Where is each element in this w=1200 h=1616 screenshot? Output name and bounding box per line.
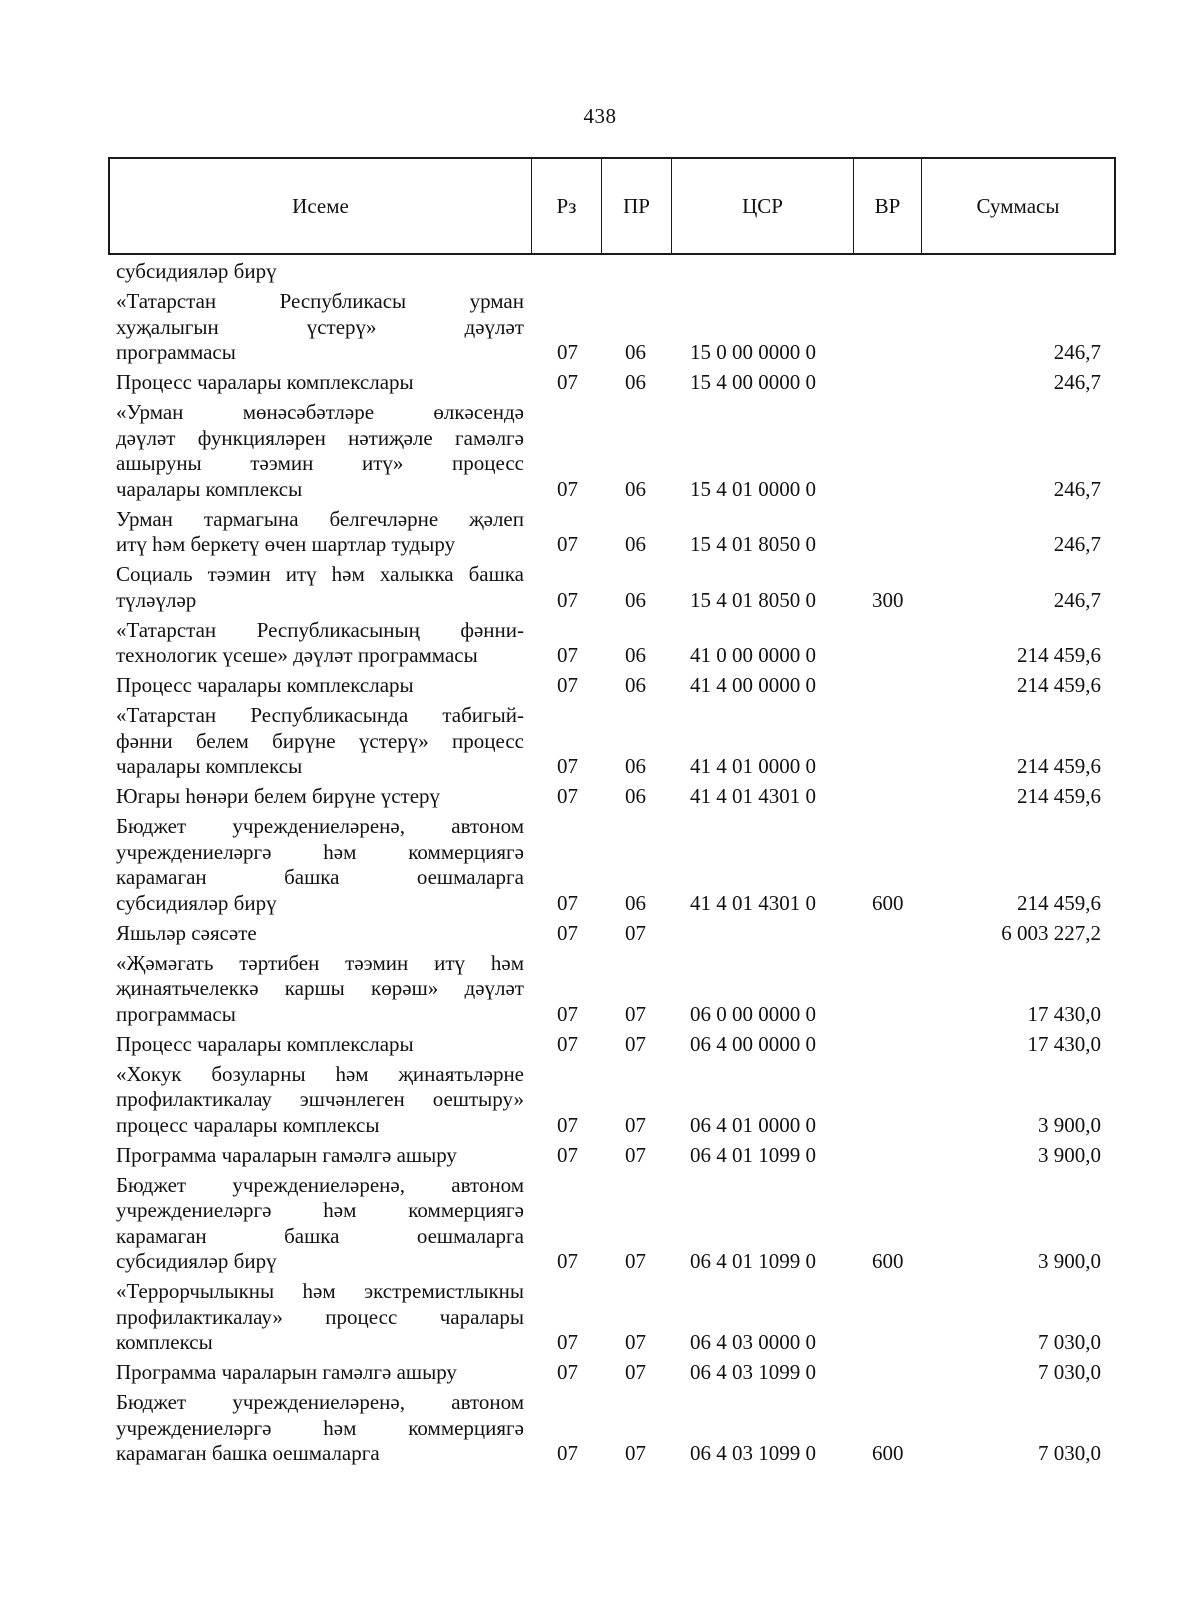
row-name-line: Процесс чаралары комплекслары bbox=[116, 370, 414, 394]
header-csr: ЦСР bbox=[672, 159, 854, 253]
header-pr: ПР bbox=[602, 159, 672, 253]
row-name-line: процесс чаралары комплексы bbox=[116, 1112, 380, 1137]
row-csr: 15 4 01 0000 0 bbox=[690, 476, 816, 501]
row-name-line: итү һәм беркетү өчен шартлар тудыру bbox=[116, 532, 456, 556]
row-rz: 07 bbox=[557, 754, 578, 778]
row-sum: 7 030,0 bbox=[1038, 1360, 1101, 1384]
row-name bbox=[116, 400, 524, 502]
row-csr: 06 4 01 0000 0 bbox=[690, 1112, 816, 1137]
row-name-line: программасы bbox=[116, 1001, 236, 1026]
table-row bbox=[116, 1032, 1116, 1058]
row-sum: 214 459,6 bbox=[1017, 784, 1101, 808]
row-name-line: учреждениеләргә һәм коммерциягә bbox=[116, 1198, 524, 1222]
row-name bbox=[116, 1390, 524, 1467]
row-pr: 06 bbox=[625, 476, 646, 501]
row-name-line: түләүләр bbox=[116, 587, 197, 612]
row-csr: 41 0 00 0000 0 bbox=[690, 643, 816, 667]
row-sum: 214 459,6 bbox=[1017, 643, 1101, 667]
row-name bbox=[116, 289, 524, 366]
row-rz: 07 bbox=[557, 643, 578, 667]
row-csr: 06 4 03 0000 0 bbox=[690, 1330, 816, 1354]
table-row bbox=[116, 400, 1116, 502]
row-csr: 41 4 01 0000 0 bbox=[690, 754, 816, 778]
row-name-line: профилактикалау» процесс чаралары bbox=[116, 1304, 524, 1329]
row-csr: 06 0 00 0000 0 bbox=[690, 1001, 816, 1026]
row-name bbox=[116, 259, 524, 285]
row-name-line: учреждениеләргә һәм коммерциягә bbox=[116, 839, 524, 864]
row-vr: 600 bbox=[872, 1441, 904, 1465]
table-row bbox=[116, 951, 1116, 1028]
row-pr: 06 bbox=[625, 643, 646, 667]
table-row bbox=[116, 1173, 1116, 1275]
row-name-line: Югары һөнәри белем бирүне үстерү bbox=[116, 784, 441, 808]
row-name-line: Урман тармагына белгечләрне җәлеп bbox=[116, 506, 524, 531]
table-row bbox=[116, 289, 1116, 366]
row-rz: 07 bbox=[557, 890, 578, 915]
row-vr: 600 bbox=[872, 1249, 904, 1273]
row-rz: 07 bbox=[557, 920, 578, 945]
row-sum: 246,7 bbox=[1053, 370, 1101, 394]
row-pr: 07 bbox=[625, 1441, 646, 1465]
row-vr: 300 bbox=[872, 587, 904, 612]
row-name bbox=[116, 814, 524, 916]
row-pr: 07 bbox=[625, 1142, 646, 1167]
row-name bbox=[116, 673, 524, 699]
row-sum: 246,7 bbox=[1053, 476, 1101, 501]
table-row bbox=[116, 562, 1116, 613]
table-row bbox=[116, 1279, 1116, 1356]
row-name-line: дәүләт функцияләрен нәтиҗәле гамәлгә bbox=[116, 425, 524, 450]
row-csr: 41 4 01 4301 0 bbox=[690, 784, 816, 808]
row-name-line: хуҗалыгын үстерү» дәүләт bbox=[116, 314, 524, 339]
row-csr: 15 4 00 0000 0 bbox=[690, 370, 816, 394]
row-rz: 07 bbox=[557, 476, 578, 501]
row-csr: 15 4 01 8050 0 bbox=[690, 532, 816, 556]
row-csr: 06 4 01 1099 0 bbox=[690, 1142, 816, 1167]
row-name-line: Процесс чаралары комплекслары bbox=[116, 673, 414, 697]
row-name bbox=[116, 703, 524, 780]
table-row bbox=[116, 1143, 1116, 1169]
row-sum: 214 459,6 bbox=[1017, 673, 1101, 697]
row-name bbox=[116, 562, 524, 613]
row-csr: 15 0 00 0000 0 bbox=[690, 340, 816, 364]
row-name-line: «Татарстан Республикасының фәнни- bbox=[116, 617, 524, 642]
row-sum: 246,7 bbox=[1053, 340, 1101, 364]
row-csr: 06 4 03 1099 0 bbox=[690, 1360, 816, 1384]
row-sum: 214 459,6 bbox=[1017, 890, 1101, 915]
row-name bbox=[116, 1032, 524, 1058]
header-vr: ВР bbox=[854, 159, 922, 253]
row-csr: 06 4 03 1099 0 bbox=[690, 1441, 816, 1465]
row-name bbox=[116, 921, 524, 947]
row-rz: 07 bbox=[557, 1330, 578, 1354]
row-name-line: «Урман мөнәсәбәтләре өлкәсендә bbox=[116, 400, 524, 424]
row-pr: 06 bbox=[625, 784, 646, 808]
row-rz: 07 bbox=[557, 1142, 578, 1167]
row-name bbox=[116, 1143, 524, 1169]
row-name-line: Бюджет учреждениеләренә, автоном bbox=[116, 814, 524, 838]
row-csr: 41 4 01 4301 0 bbox=[690, 890, 816, 915]
row-sum: 3 900,0 bbox=[1038, 1249, 1101, 1273]
row-rz: 07 bbox=[557, 340, 578, 364]
row-pr: 06 bbox=[625, 587, 646, 612]
row-pr: 07 bbox=[625, 1001, 646, 1026]
row-name bbox=[116, 951, 524, 1028]
header-sum: Суммасы bbox=[976, 193, 1060, 218]
row-name bbox=[116, 1062, 524, 1139]
table-row bbox=[116, 784, 1116, 810]
header-name: Исеме bbox=[110, 159, 532, 253]
row-name-line: «Җәмәгать тәртибен тәэмин итү һәм bbox=[116, 950, 524, 975]
table-row bbox=[116, 259, 1116, 285]
row-name-line: «Террорчылыкны һәм экстремистлыкны bbox=[116, 1279, 524, 1303]
row-sum: 246,7 bbox=[1053, 587, 1101, 612]
row-csr: 06 4 01 1099 0 bbox=[690, 1249, 816, 1273]
row-name-line: «Татарстан Республикасында табигый- bbox=[116, 703, 524, 727]
row-name-line: «Хокук бозуларны һәм җинаятьләрне bbox=[116, 1061, 524, 1086]
row-pr: 07 bbox=[625, 1112, 646, 1137]
row-name-line: Процесс чаралары комплекслары bbox=[116, 1031, 414, 1056]
table-row bbox=[116, 507, 1116, 558]
row-rz: 07 bbox=[557, 1001, 578, 1026]
table-row bbox=[116, 814, 1116, 916]
row-name-line: Бюджет учреждениеләренә, автоном bbox=[116, 1172, 524, 1197]
row-rz: 07 bbox=[557, 1441, 578, 1465]
table-row bbox=[116, 1062, 1116, 1139]
row-name-line: карамаган башка оешмаларга bbox=[116, 1223, 524, 1248]
row-name bbox=[116, 618, 524, 669]
row-name-line: Бюджет учреждениеләренә, автоном bbox=[116, 1390, 524, 1414]
row-name-line: Программа чараларын гамәлгә ашыру bbox=[116, 1360, 457, 1384]
row-name-line: чаралары комплексы bbox=[116, 754, 303, 778]
row-name-line: комплексы bbox=[116, 1330, 213, 1354]
row-rz: 07 bbox=[557, 1031, 578, 1056]
row-rz: 07 bbox=[557, 784, 578, 808]
row-rz: 07 bbox=[557, 1112, 578, 1137]
row-pr: 06 bbox=[625, 340, 646, 364]
row-rz: 07 bbox=[557, 370, 578, 394]
row-rz: 07 bbox=[557, 1249, 578, 1273]
row-sum: 6 003 227,2 bbox=[1001, 920, 1101, 945]
row-name-line: субсидияләр бирү bbox=[116, 890, 277, 915]
row-rz: 07 bbox=[557, 532, 578, 556]
row-name bbox=[116, 1173, 524, 1275]
row-pr: 06 bbox=[625, 673, 646, 697]
row-name-line: учреждениеләргә һәм коммерциягә bbox=[116, 1415, 524, 1440]
row-name bbox=[116, 784, 524, 810]
header-rz: Рз bbox=[532, 159, 602, 253]
row-pr: 07 bbox=[625, 1031, 646, 1056]
row-rz: 07 bbox=[557, 673, 578, 697]
row-name-line: фәнни белем бирүне үстерү» процесс bbox=[116, 728, 524, 753]
row-sum: 17 430,0 bbox=[1027, 1031, 1101, 1056]
row-name-line: технологик үсеше» дәүләт программасы bbox=[116, 643, 478, 667]
table-header bbox=[108, 157, 1116, 255]
row-sum: 246,7 bbox=[1053, 532, 1101, 556]
row-pr: 07 bbox=[625, 1249, 646, 1273]
row-name-line: җинаятьчелеккә каршы көрәш» дәүләт bbox=[116, 976, 524, 1000]
row-pr: 07 bbox=[625, 1360, 646, 1384]
row-sum: 3 900,0 bbox=[1038, 1142, 1101, 1167]
row-name-line: Программа чараларын гамәлгә ашыру bbox=[116, 1142, 457, 1167]
row-name-line: субсидияләр бирү bbox=[116, 259, 277, 283]
row-name bbox=[116, 507, 524, 558]
row-name-line: ашыруны тәэмин итү» процесс bbox=[116, 451, 524, 475]
row-pr: 06 bbox=[625, 532, 646, 556]
row-name-line: чаралары комплексы bbox=[116, 476, 303, 501]
row-name bbox=[116, 370, 524, 396]
row-sum: 17 430,0 bbox=[1027, 1001, 1101, 1026]
row-csr: 41 4 00 0000 0 bbox=[690, 673, 816, 697]
table-row bbox=[116, 618, 1116, 669]
row-name-line: Яшьләр сәясәте bbox=[116, 920, 257, 945]
row-vr: 600 bbox=[872, 890, 904, 915]
row-name-line: субсидияләр бирү bbox=[116, 1249, 277, 1273]
row-name-line: Социаль тәэмин итү һәм халыкка башка bbox=[116, 562, 524, 586]
row-name-line: профилактикалау эшчәнлеген оештыру» bbox=[116, 1087, 524, 1111]
row-name-line: программасы bbox=[116, 340, 236, 364]
row-csr: 06 4 00 0000 0 bbox=[690, 1031, 816, 1056]
page-number: 438 bbox=[583, 104, 617, 128]
row-pr: 06 bbox=[625, 890, 646, 915]
row-name bbox=[116, 1279, 524, 1356]
row-pr: 07 bbox=[625, 1330, 646, 1354]
row-sum: 7 030,0 bbox=[1038, 1441, 1101, 1465]
row-sum: 3 900,0 bbox=[1038, 1112, 1101, 1137]
row-rz: 07 bbox=[557, 587, 578, 612]
row-sum: 7 030,0 bbox=[1038, 1330, 1101, 1354]
row-csr: 15 4 01 8050 0 bbox=[690, 587, 816, 612]
table-row bbox=[116, 703, 1116, 780]
table-row bbox=[116, 921, 1116, 947]
row-sum: 214 459,6 bbox=[1017, 754, 1101, 778]
table-row bbox=[116, 1390, 1116, 1467]
row-pr: 07 bbox=[625, 920, 646, 945]
row-name-line: «Татарстан Республикасы урман bbox=[116, 289, 524, 313]
table-row bbox=[116, 1360, 1116, 1386]
row-rz: 07 bbox=[557, 1360, 578, 1384]
row-name-line: карамаган башка оешмаларга bbox=[116, 1441, 380, 1465]
table-row bbox=[116, 673, 1116, 699]
row-name bbox=[116, 1360, 524, 1386]
row-pr: 06 bbox=[625, 370, 646, 394]
row-pr: 06 bbox=[625, 754, 646, 778]
table-row bbox=[116, 370, 1116, 396]
row-name-line: карамаган башка оешмаларга bbox=[116, 865, 524, 889]
